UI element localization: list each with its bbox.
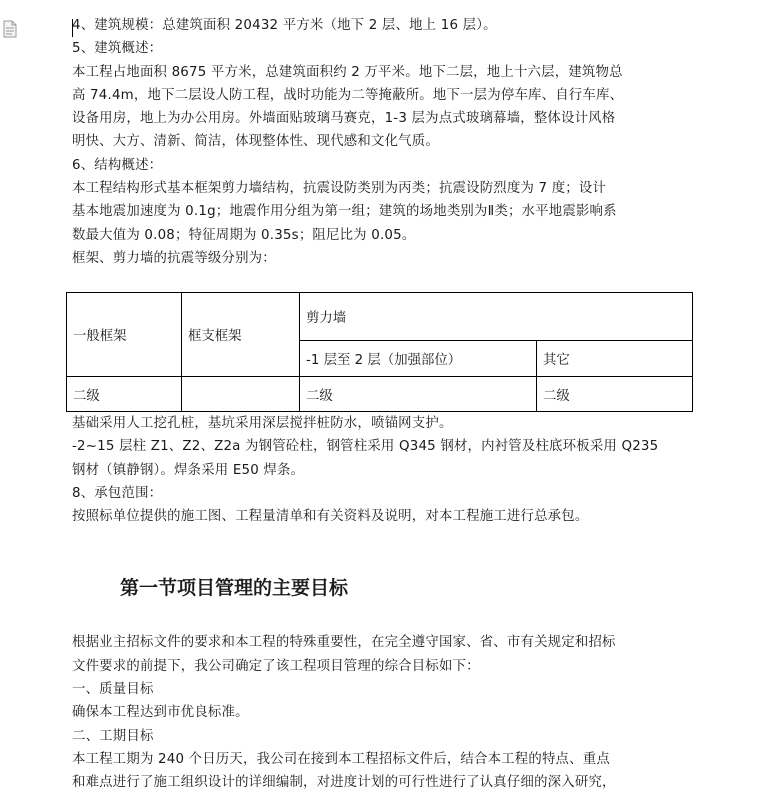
paragraph-line: 根据业主招标文件的要求和本工程的特殊重要性，在完全遵守国家、省、市有关规定和招标 bbox=[72, 635, 616, 651]
cell-other-grade: 二级 bbox=[537, 377, 693, 412]
paragraph-line: 确保本工程达到市优良标准。 bbox=[72, 705, 249, 721]
paragraph-line: 一、质量目标 bbox=[72, 682, 154, 698]
paragraph-line: 5、建筑概述： bbox=[72, 41, 163, 57]
paragraph-line: 本工程占地面积 8675 平方米，总建筑面积约 2 万平米。地下二层，地上十六层，建筑物总 bbox=[72, 64, 623, 80]
header-other-floors: 其它 bbox=[537, 341, 693, 377]
section-heading: 第一节项目管理的主要目标 bbox=[120, 577, 349, 600]
paragraph-line: 文件要求的前提下，我公司确定了该工程项目管理的综合目标如下： bbox=[72, 658, 480, 674]
header-strengthened-floors: -1 层至 2 层（加强部位） bbox=[300, 341, 537, 377]
cell-general-frame-grade: 二级 bbox=[67, 377, 182, 412]
paragraph-line: 数最大值为 0.08；特征周期为 0.35s；阻尼比为 0.05。 bbox=[72, 227, 416, 243]
header-transfer-frame: 框支框架 bbox=[182, 293, 300, 377]
header-general-frame: 一般框架 bbox=[67, 293, 182, 377]
paragraph-line: 4、建筑规模：总建筑面积 20432 平方米（地下 2 层、地上 16 层）。 bbox=[72, 18, 497, 33]
cell-strengthened-grade: 二级 bbox=[300, 377, 537, 412]
paragraph-line: 6、结构概述： bbox=[72, 157, 163, 173]
paragraph-line: 高 74.4m，地下二层设人防工程，战时功能为二等掩蔽所。地下一层为停车库、自行车库、 bbox=[72, 87, 624, 103]
paragraph-line: 8、承包范围： bbox=[72, 485, 163, 501]
cell-transfer-frame-grade bbox=[182, 377, 300, 412]
paragraph-line: 基础采用人工挖孔桩，基坑采用深层搅拌桩防水，喷锚网支护。 bbox=[72, 416, 453, 431]
paragraph-line: 框架、剪力墙的抗震等级分别为： bbox=[72, 250, 276, 266]
paragraph-line: 和难点进行了施工组织设计的详细编制，对进度计划的可行性进行了认真仔细的深入研究， bbox=[72, 775, 616, 791]
paragraph-line: 二、工期目标 bbox=[72, 728, 154, 744]
paragraph-line: 设备用房，地上为办公用房。外墙面贴玻璃马赛克，1-3 层为点式玻璃幕墙，整体设计风格 bbox=[72, 111, 616, 127]
paragraph-line: -2~15 层柱 Z1、Z2、Z2a 为钢管砼柱，钢管柱采用 Q345 钢材，内衬管及柱底环板采用 Q235 bbox=[72, 439, 659, 455]
paragraph-line: 按照标单位提供的施工图、工程量清单和有关资料及说明，对本工程施工进行总承包。 bbox=[72, 509, 589, 525]
document-body-continued[interactable] bbox=[72, 412, 692, 795]
paragraph-line: 钢材（镇静钢）。焊条采用 E50 焊条。 bbox=[72, 462, 305, 478]
header-shear-wall: 剪力墙 bbox=[300, 293, 693, 341]
paragraph-line: 基本地震加速度为 0.1g；地震作用分组为第一组；建筑的场地类别为Ⅱ类；水平地震影响系 bbox=[72, 204, 617, 220]
paragraph-line: 明快、大方、清新、简洁，体现整体性、现代感和文化气质。 bbox=[72, 134, 439, 150]
document-icon bbox=[2, 20, 18, 38]
seismic-grade-table bbox=[66, 292, 693, 412]
paragraph-line: 本工程结构形式基本框架剪力墙结构，抗震设防类别为丙类；抗震设防烈度为 7 度；设计 bbox=[72, 181, 607, 197]
document-body[interactable] bbox=[72, 14, 692, 270]
paragraph-line: 本工程工期为 240 个日历天，我公司在接到本工程招标文件后，结合本工程的特点、重点 bbox=[72, 751, 610, 767]
